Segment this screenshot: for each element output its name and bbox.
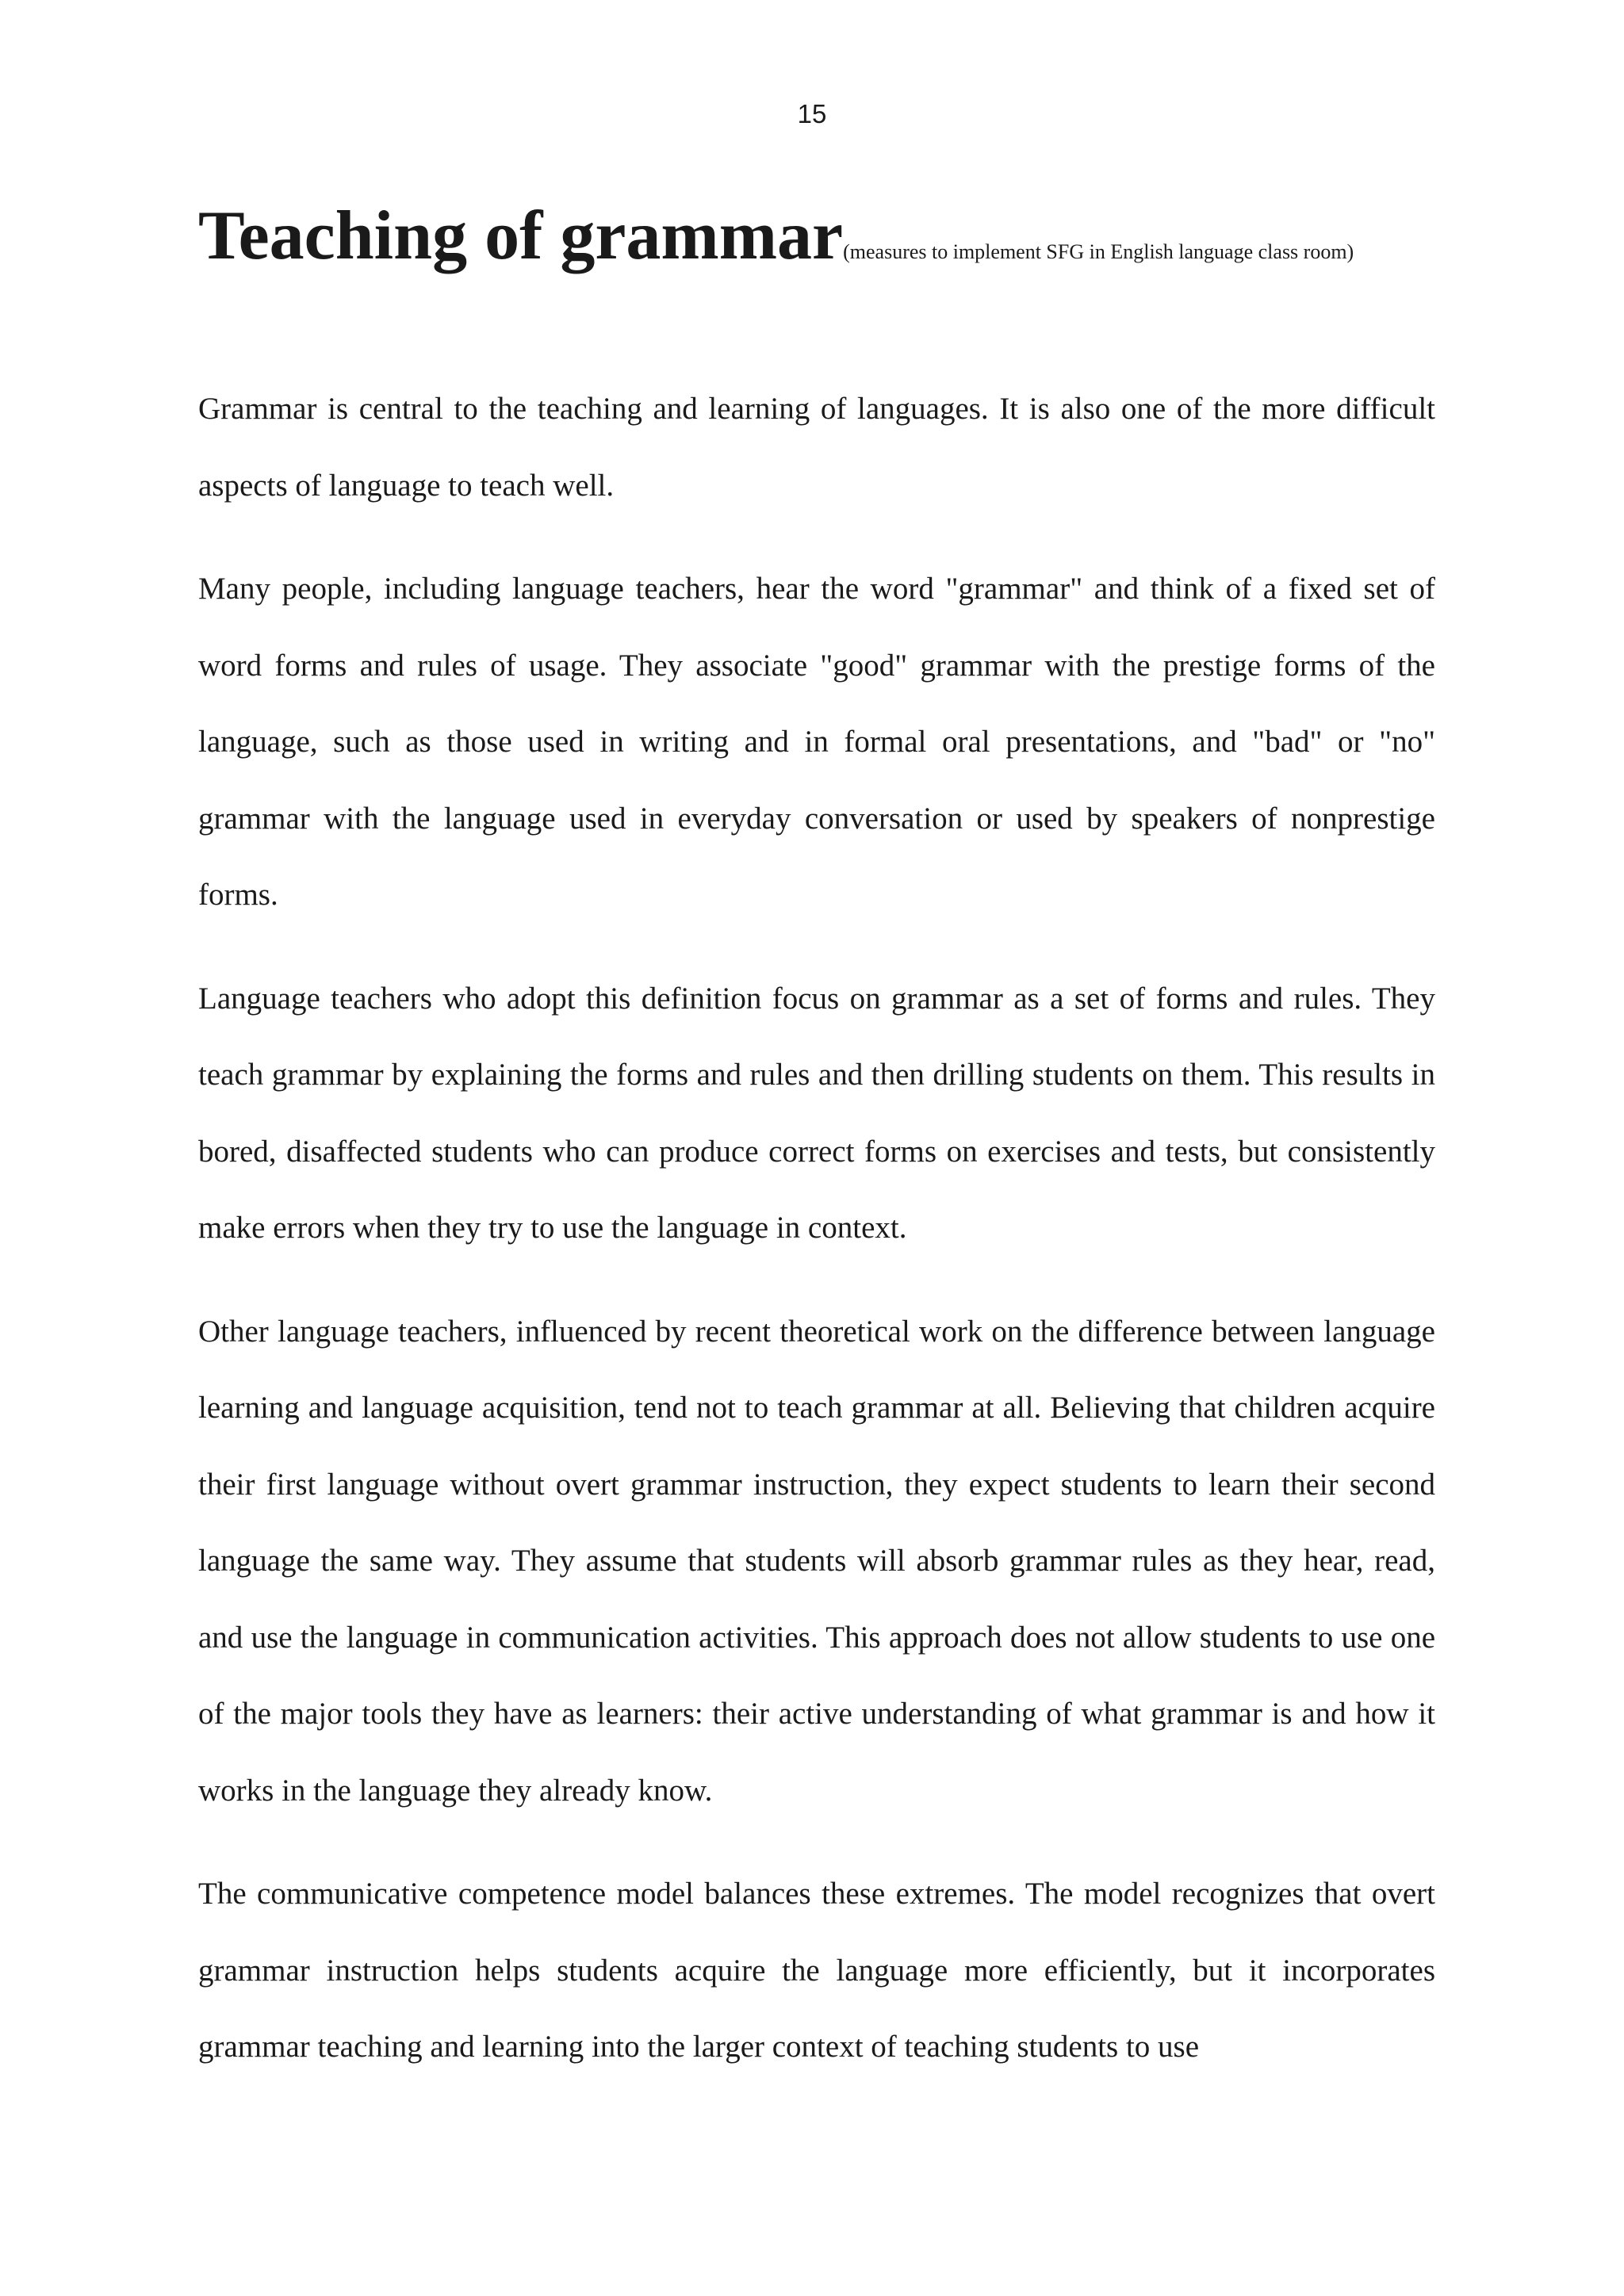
heading-title: Teaching of grammar <box>198 197 844 274</box>
paragraph: Many people, including language teachers, hear the word "grammar" and think of a fixed set of word forms and rules of usage. They associate "good" grammar with the prestige forms of the language, such as those used in writing and in formal oral presentations, and "bad" or "no" grammar with the language used in everyday conversation or used by speakers of nonprestige forms. <box>198 572 1435 912</box>
paragraph: Other language teachers, influenced by recent theoretical work on the difference between language learning and language acquisition, tend not to teach grammar at all. Believing that children acquire their first language without overt grammar instruction, they expect students to learn their second language the same way. They assume that students will absorb grammar rules as they hear, read, and use the language in communication activities. This approach does not allow students to use one of the major tools they have as learners: their active understanding of what grammar is and how it works in the language they already know. <box>198 1314 1435 1808</box>
paragraph: Grammar is central to the teaching and learning of languages. It is also one of the more difficult aspects of language to teach well. <box>198 392 1435 503</box>
paragraph: Language teachers who adopt this definition focus on grammar as a set of forms and rules. They teach grammar by explaining the forms and rules and then drilling students on them. This results in bored, disaffected students who can produce correct forms on exercises and tests, but consistently make errors when they try to use the language in context. <box>198 981 1435 1245</box>
page-number: 15 <box>797 99 827 128</box>
body-text <box>198 371 1435 2113</box>
paragraph: The communicative competence model balances these extremes. The model recognizes that overt grammar instruction helps students acquire the language more efficiently, but it incorporates grammar teaching and learning into the larger context of teaching students to use <box>198 1877 1435 2064</box>
section-heading <box>198 197 1435 295</box>
heading-subtitle: (measures to implement SFG in English language class room) <box>843 240 1354 263</box>
